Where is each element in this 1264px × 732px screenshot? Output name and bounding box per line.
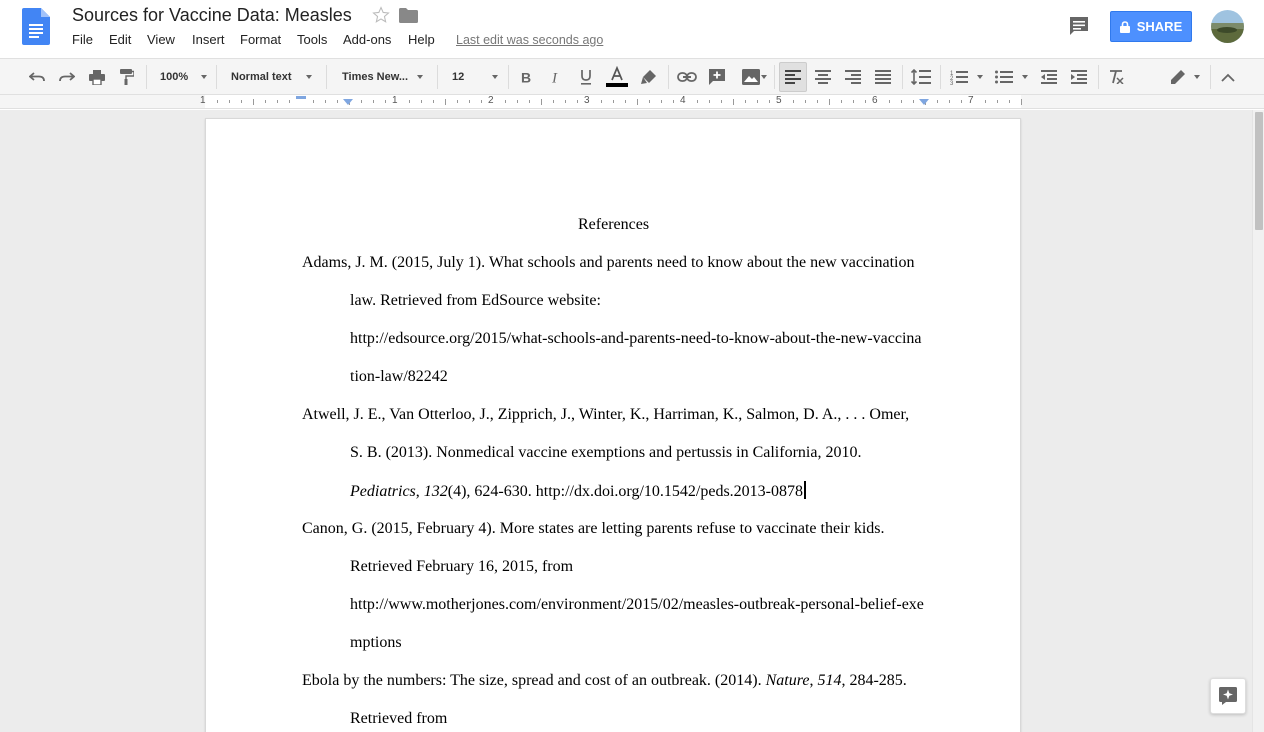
decrease-indent-icon[interactable] [1036, 59, 1062, 95]
toolbar-separator [216, 65, 217, 89]
chevron-down-icon [417, 75, 423, 79]
chevron-down-icon [306, 75, 312, 79]
zoom-value: 100% [160, 71, 189, 83]
document-canvas[interactable] [0, 110, 1252, 732]
print-icon[interactable] [84, 59, 110, 95]
undo-icon[interactable] [24, 59, 50, 95]
menu-help[interactable]: Help [408, 32, 435, 47]
last-edit-link[interactable]: Last edit was seconds ago [456, 33, 604, 47]
zoom-select[interactable] [160, 59, 212, 95]
references-heading: References [578, 216, 650, 233]
reference-line: http://edsource.org/2015/what-schools-and-parents-need-to-know-about-the-new-vaccina [350, 330, 922, 347]
docs-logo-icon[interactable] [22, 8, 50, 45]
ruler-label: 1 [392, 95, 398, 106]
ruler-label: 4 [680, 95, 686, 106]
image-icon[interactable] [733, 59, 769, 95]
collapse-icon[interactable] [1215, 59, 1241, 95]
comments-icon[interactable] [1068, 15, 1090, 37]
ruler-label: 6 [872, 95, 878, 106]
italic-icon[interactable] [544, 59, 568, 95]
ruler-label: 7 [968, 95, 974, 106]
svg-text:I: I [552, 70, 557, 84]
editing-mode-icon[interactable] [1166, 59, 1206, 95]
separator: , [415, 483, 424, 500]
share-button[interactable] [1110, 11, 1192, 42]
menu-tools[interactable]: Tools [297, 32, 328, 47]
reference-line: S. B. (2013). Nonmedical vaccine exemptions and pertussis in California, 2010. [350, 444, 862, 461]
font-value: Times New... [342, 71, 409, 83]
menu-edit[interactable]: Edit [109, 32, 132, 47]
app-header [0, 0, 1264, 58]
avatar[interactable] [1211, 10, 1244, 43]
document-title[interactable]: Sources for Vaccine Data: Measles [72, 5, 352, 25]
lock-icon [1120, 21, 1130, 33]
bulleted-list-icon[interactable] [990, 59, 1032, 95]
chevron-down-icon [1022, 75, 1028, 79]
toolbar-separator [940, 65, 941, 89]
text-color-icon[interactable] [604, 59, 630, 95]
clear-formatting-icon[interactable] [1103, 59, 1129, 95]
ruler-label: 5 [776, 95, 782, 106]
toolbar-separator [1210, 65, 1211, 89]
font-size-value: 12 [452, 71, 465, 83]
align-center-icon[interactable] [810, 59, 836, 95]
journal-volume: 514 [817, 672, 842, 689]
add-comment-icon[interactable] [704, 59, 730, 95]
chevron-down-icon [1194, 75, 1200, 79]
menu-insert[interactable]: Insert [192, 32, 225, 47]
scrollbar-thumb[interactable] [1255, 112, 1263, 230]
menu-addons[interactable]: Add-ons [343, 32, 392, 47]
vertical-scrollbar[interactable] [1252, 110, 1264, 732]
reference-line: Retrieved February 16, 2015, from [350, 558, 574, 575]
toolbar-separator [902, 65, 903, 89]
ruler-label: 2 [488, 95, 494, 106]
bold-icon[interactable] [514, 59, 538, 95]
toolbar [0, 58, 1264, 95]
journal-name: Pediatrics [350, 483, 416, 500]
toolbar-separator [668, 65, 669, 89]
svg-text:B: B [521, 70, 532, 84]
chevron-down-icon [977, 75, 983, 79]
share-label: SHARE [1136, 19, 1183, 34]
reference-line: http://www.motherjones.com/environment/2015/02/measles-outbreak-personal-belief-exe [350, 596, 924, 613]
reference-line: Atwell, J. E., Van Otterloo, J., Zipprich, J., Winter, K., Harriman, K., Salmon, D. A., . . . Omer, [302, 406, 910, 423]
document-page[interactable] [205, 118, 1021, 732]
folder-icon[interactable] [399, 8, 418, 23]
underline-icon[interactable] [574, 59, 598, 95]
ruler-label: 3 [584, 95, 590, 106]
reference-pre: Ebola by the numbers: The size, spread and cost of an outbreak. (2014). [302, 672, 766, 689]
style-value: Normal text [231, 71, 292, 83]
separator: , [809, 672, 818, 689]
svg-text:1: 1 [950, 70, 954, 77]
menu-file[interactable]: File [72, 32, 93, 47]
chevron-down-icon [201, 75, 207, 79]
link-icon[interactable] [674, 59, 700, 95]
font-select[interactable] [342, 59, 430, 95]
redo-icon[interactable] [54, 59, 80, 95]
chevron-down-icon [761, 75, 767, 79]
reference-line: tion-law/82242 [350, 368, 448, 385]
svg-text:3: 3 [950, 80, 954, 85]
paint-format-icon[interactable] [114, 59, 140, 95]
toolbar-separator [437, 65, 438, 89]
journal-volume: 132 [423, 483, 448, 500]
line-spacing-icon[interactable] [907, 59, 935, 95]
highlight-icon[interactable] [637, 59, 661, 95]
toolbar-separator [146, 65, 147, 89]
explore-icon [1219, 687, 1237, 705]
menu-view[interactable]: View [147, 32, 175, 47]
reference-line: Retrieved from [350, 710, 448, 727]
toolbar-separator [1098, 65, 1099, 89]
reference-line: Canon, G. (2015, February 4). More states are letting parents refuse to vaccinate their kids. [302, 520, 885, 537]
align-left-icon[interactable] [779, 62, 807, 92]
numbered-list-icon[interactable] [946, 59, 986, 95]
reference-line [350, 481, 806, 502]
style-select[interactable] [231, 59, 317, 95]
reference-line: law. Retrieved from EdSource website: [350, 292, 601, 309]
chevron-down-icon [492, 75, 498, 79]
explore-button[interactable] [1210, 678, 1246, 714]
reference-line [302, 671, 907, 691]
ruler-label: 1 [200, 95, 206, 106]
increase-indent-icon[interactable] [1066, 59, 1092, 95]
ruler[interactable] [0, 95, 1264, 109]
reference-line: Adams, J. M. (2015, July 1). What schools and parents need to know about the new vaccination [302, 254, 915, 271]
justify-icon[interactable] [870, 59, 896, 95]
reference-tail: , 284-285. [841, 672, 907, 689]
align-right-icon[interactable] [840, 59, 866, 95]
reference-line: mptions [350, 634, 402, 651]
menu-format[interactable]: Format [240, 32, 282, 47]
text-cursor [804, 481, 806, 499]
toolbar-separator [326, 65, 327, 89]
toolbar-separator [774, 65, 775, 89]
journal-name: Nature [765, 672, 810, 689]
reference-tail: (4), 624-630. http://dx.doi.org/10.1542/peds.2013-0878 [447, 483, 804, 500]
toolbar-separator [508, 65, 509, 89]
svg-text:2: 2 [950, 75, 954, 82]
font-size-select[interactable] [452, 59, 502, 95]
star-icon[interactable] [372, 6, 390, 24]
